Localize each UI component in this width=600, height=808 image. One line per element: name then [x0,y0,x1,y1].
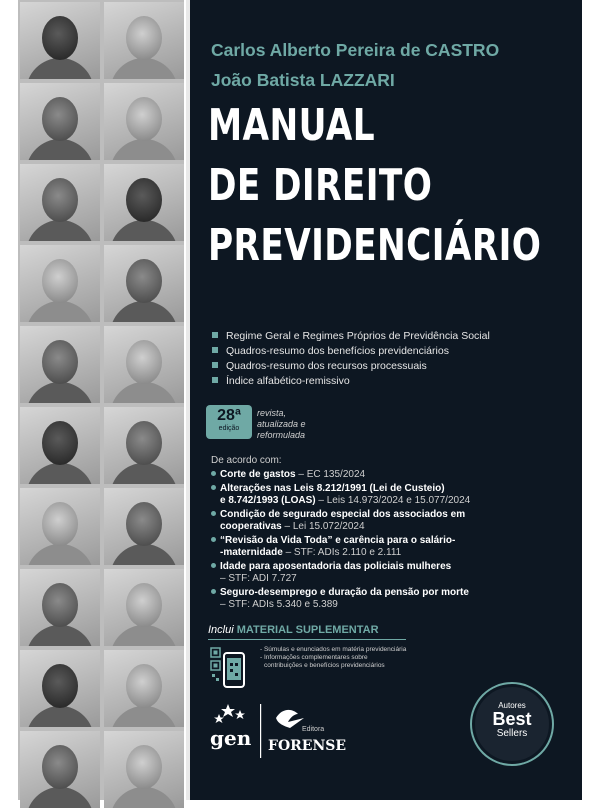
portrait-photo [104,650,184,727]
acordo-item: “Revisão da Vida Toda” e carência para o salário- -maternidade – STF: ADIs 2.110 e 2.111 [211,535,455,559]
portrait-photo [20,83,100,160]
edition-label: edição [218,425,240,432]
supplementary-divider [208,639,406,640]
best-sellers-badge: Autores Best Sellers [472,684,552,764]
title-line-1: MANUAL [208,100,376,151]
editora-label: Editora [302,726,325,733]
supplementary-list: - Súmulas e enunciados em matéria previdenciária - Informações complementares sobre contribuições e benefícios previdenciários [260,646,407,669]
portrait-photo [20,326,100,403]
portrait-photo [104,569,184,646]
bullet-dot-icon [211,511,216,516]
edition-note: revista, atualizada e reformulada [257,408,306,440]
portrait-photo [20,569,100,646]
portrait-photo [20,650,100,727]
feature-item: Índice alfabético-remissivo [212,375,350,387]
acordo-item: Idade para aposentadoria das policiais mulheres – STF: ADI 7.727 [211,561,451,585]
portrait-photo [20,164,100,241]
edition-badge [206,405,252,439]
portrait-photo [20,245,100,322]
horse-logo-icon [276,710,304,728]
forense-logo: FORENSE [268,738,347,754]
qr-phone-icon [210,645,250,691]
bullet-dot-icon [211,537,216,542]
portrait-photo [104,245,184,322]
acordo-heading: De acordo com: [211,455,282,466]
star-icon [221,704,235,717]
portrait-photo-grid [18,0,184,800]
feature-item: Regime Geral e Regimes Próprios de Previdência Social [212,330,490,342]
portrait-photo [20,488,100,565]
star-icon [235,710,245,719]
bullet-dot-icon [211,485,216,490]
portrait-photo [104,83,184,160]
portrait-photo [104,731,184,808]
bullet-square-icon [212,332,218,338]
author-1: Carlos Alberto Pereira de CASTRO [211,40,500,60]
acordo-item: Condição de segurado especial dos associados em cooperativas – Lei 15.072/2024 [211,509,465,533]
bullet-dot-icon [211,563,216,568]
portrait-photo [20,731,100,808]
star-icon [214,714,224,723]
acordo-item: Seguro-desemprego e duração da pensão por morte – STF: ADIs 5.340 e 5.389 [211,587,469,611]
portrait-photo [20,407,100,484]
title-line-3: PREVIDENCIÁRIO [208,220,542,271]
bullet-dot-icon [211,471,216,476]
portrait-photo [104,326,184,403]
acordo-item: Corte de gastos – EC 135/2024 [211,469,365,481]
portrait-photo [20,2,100,79]
feature-item: Quadros-resumo dos benefícios previdenciários [212,345,449,357]
edition-number: 28ª [217,407,241,424]
author-2: João Batista LAZZARI [211,70,395,90]
bullet-dot-icon [211,589,216,594]
acordo-item: Alterações nas Leis 8.212/1991 (Lei de Custeio) e 8.742/1993 (LOAS) – Leis 14.973/2024 e 15.077/2024 [211,483,470,507]
title-line-2: DE DIREITO [208,160,433,211]
portrait-photo [104,488,184,565]
bullet-square-icon [212,347,218,353]
gen-logo: gen [210,726,252,750]
feature-item: Quadros-resumo dos recursos processuais [212,360,427,372]
bullet-square-icon [212,377,218,383]
portrait-photo [104,164,184,241]
supplementary-heading: Inclui MATERIAL SUPLEMENTAR [208,624,379,636]
portrait-photo [104,2,184,79]
portrait-photo [104,407,184,484]
bullet-square-icon [212,362,218,368]
